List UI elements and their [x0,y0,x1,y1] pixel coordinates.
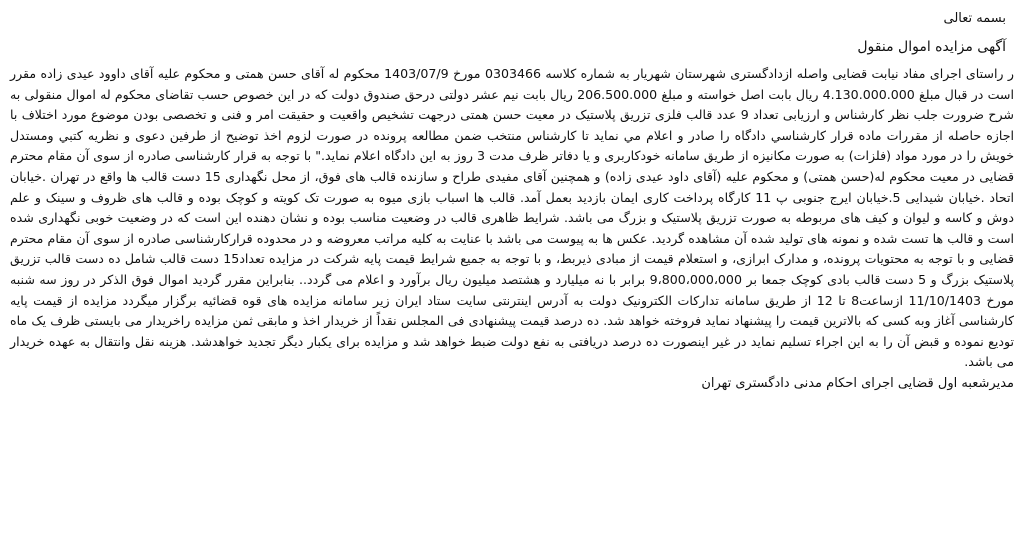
auction-notice [10,8,1014,395]
signature-line: مدیرشعبه اول قضایی اجرای احکام مدنی دادگستری تهران [701,375,1014,391]
notice-body: ر راستای اجرای مفاد نیابت قضایی واصله ازدادگستری شهرستان شهریار به شماره کلاسه 0303466 مورخ 1403/07/9 محکوم له آقای حسن همتی و محکوم علیه آقای داوود عیدی زاده مقرر است در قبال مبلغ 4.130.000.000 ریال بابت اصل خواسته و مبلغ 206.500.000 ریال بابت نیم عشر دولتی درحق صندوق دولت که در این خصوص حسب تقاضای محکوم له اموال منقولی به شرح ضرورت جلب نظر کارشناس و ارزیابی تعداد 9 عدد قالب فلزی تزریق پلاستیک در معیت حسن همتی درجهت تشخیص واقعیت و حقیقت امر و فنی و تخصصی بودن موضوع مورد اختلاف با اجازه حاصله از مقررات ماده قرار کارشناسي دادگاه را صادر و اعلام مي نمايد تا کارشناس منتخب ضمن مطالعه پرونده در صورت لزوم اخذ توضیح از طرفین دعوی و نظريه کتبي ومستدل خويش را در مورد مواد (فلزات) به صورت مکانیزه از طریق سامانه خودکاربری و یا دفاتر ظرف مدت 3 روز به این دادگاه اعلام نماید." با توجه به قرار کارشناسی صادره از سوی آن مقام محترم قضایی در معیت محکوم له(حسن همتی) و محکوم علیه (آقای داود عیدی زاده) و همچنین آقای مفیدی طراح و سازنده قالب های فوق، از محل نگهداری 15 دست قالب ها واقع در تهران .خیابان اتحاد .خیابان شیدایی 5.خیابان ایرج جنوبی پ 11 کارگاه پرداخت کاری ایمان بازدید بعمل آمد. قالب ها اسباب بازی میوه به صورت تک کویته و کوچک بوده و قالب های ظروف و سینک و علم دوش و کاسه و لیوان و کیف های مربوطه به صورت تزریق پلاستیک و بزرگ می باشد. شرایط ظاهری قالب در وضعیت مناسب بوده و نشان دهنده این است که در وضعیت خوبی نگهداری شده است و قالب ها تست شده و نمونه های تولید شده آن مشاهده گردید. عکس ها به پیوست می باشد با عنایت به کلیه مراتب معروضه و در محدوده قرارکارشناسی صادره از سوی آن مقام محترم قضایی و با توجه به محتویات پرونده، و مدارک ابرازی، و استعلام قیمت از مبادی ذیربط، و با توجه به جمیع شرایط قیمت پایه شرکت در مزایده تعداد15 دست قالب شامل ده دست قالب تزریق پلاستیک بزرگ و 5 دست قالب بادی کوچک جمعا بر 9،800،000،000 برابر با نه میلیارد و هشتصد میلیون ریال برآورد و اعلام می گردد.. بنابراین مقرر گردید اموال فوق الذکر در روز سه شنبه مورخ 11/10/1403 ازساعت8 تا 12 از طریق سامانه تدارکات الکترونیک دولت به آدرس اینترنتی سایت ستاد ایران زیر سامانه مزایده های قوه قضائیه برگزار میگردد مزایده از قیمت پایه کارشناسی آغاز وبه کسی که بالاترین قیمت را پیشنهاد نماید فروخته خواهد شد. ده درصد قیمت پیشنهادی فی المجلس نقداً از خریدار اخذ و مابقی ثمن مزایده راخریدار می بایستی ظرف یک ماه تودیع نموده و قبض آن را به این اجراء تسلیم نماید در غیر اینصورت ده درصد دریافتی به نفع دولت ضبط خواهد شد و مزایده برای یکبار دیگر تجدید خواهدشد. هزینه نقل وانتقال به عهده خریدار می باشد. [10,66,1014,370]
notice-title: آگهی مزایده اموال منقول [857,39,1006,55]
invocation-heading: بسمه تعالی [943,11,1006,26]
